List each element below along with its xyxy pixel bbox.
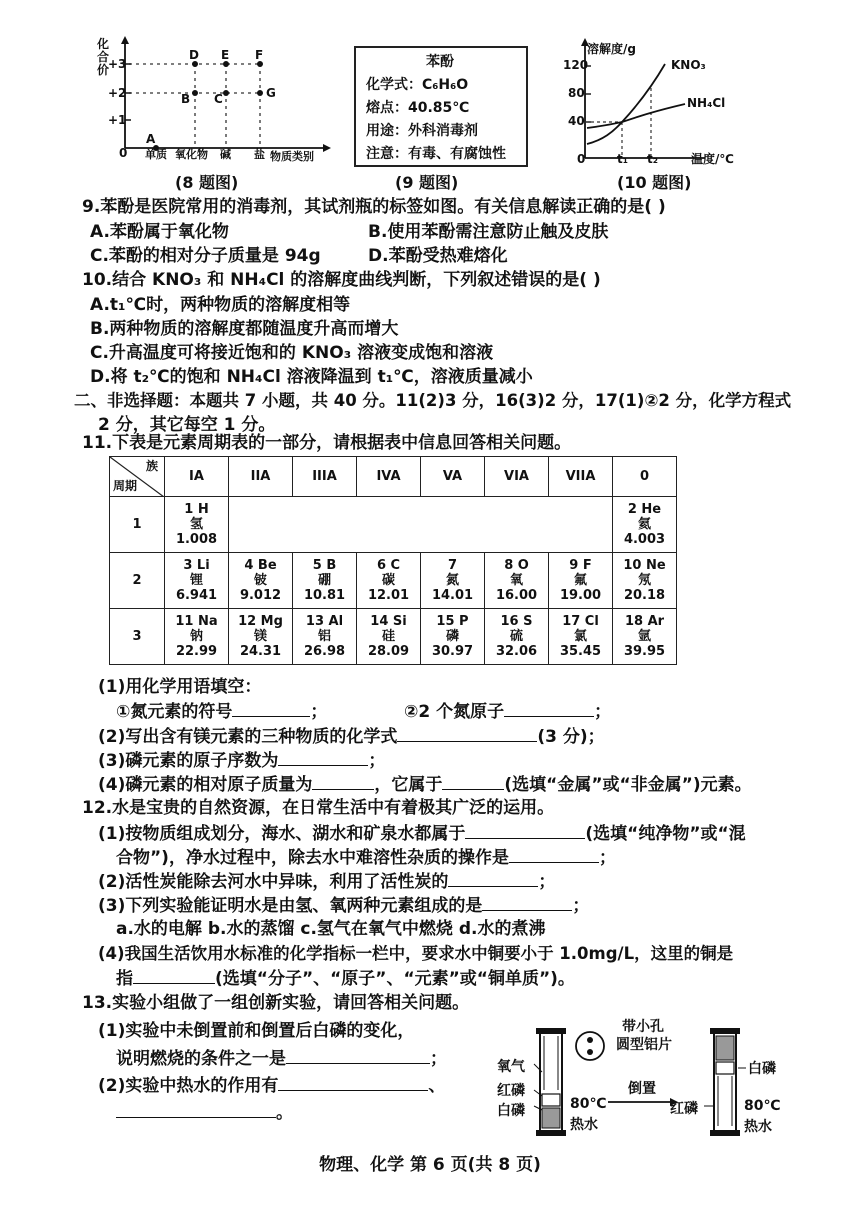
element-name: 铍: [253, 573, 267, 588]
label-80c: 80℃: [570, 1096, 607, 1112]
element-name: 铝: [317, 629, 331, 644]
phenol-label-box: [354, 46, 528, 167]
element-number-symbol: 16 S: [500, 614, 533, 629]
phenol-formula: 化学式：C₆H₆O: [366, 77, 469, 93]
group-header: VIIA: [549, 457, 613, 497]
q12-part4c: (选填“分子”、“原子”、“元素”或“铜单质”)。: [215, 969, 575, 989]
answer-blank[interactable]: [397, 725, 537, 742]
group-header: IIIA: [293, 457, 357, 497]
fig8-xlabel: 物质类别: [270, 150, 314, 163]
q12-part1-cont: 合物”)，净水过程中，除去水中难溶性杂质的操作是 ；: [116, 848, 616, 868]
q11-part4c: (选填“金属”或“非金属”)元素。: [504, 775, 752, 795]
q11-part1: (1)用化学用语填空：: [98, 677, 262, 697]
element-mass: 24.31: [239, 644, 282, 659]
fig8-ylabel: 化合价: [97, 37, 110, 77]
element-number-symbol: 9 F: [569, 558, 592, 573]
group-header: IIA: [229, 457, 293, 497]
fig10-ytick-120: 120: [563, 58, 589, 72]
q11-part4a: (4)磷元素的相对原子质量为: [98, 775, 313, 795]
element-number-symbol: 17 Cl: [562, 614, 599, 629]
element-number-symbol: 14 Si: [370, 614, 407, 629]
q12-part1c: 合物”)，净水过程中，除去水中难溶性杂质的操作是: [116, 848, 509, 868]
q10-option-c: C.升高温度可将接近饱和的 KNO₃ 溶液变成饱和溶液: [90, 343, 494, 363]
element-number-symbol: 8 O: [504, 558, 529, 573]
fig8-ytick-1: +1: [108, 113, 127, 127]
q12-part1a: (1)按物质组成划分，海水、湖水和矿泉水都属于: [98, 824, 466, 844]
fig8-ytick-3: +3: [108, 57, 127, 71]
answer-blank[interactable]: [465, 822, 585, 839]
element-mass: 1.008: [175, 532, 218, 547]
element-mass: 12.01: [367, 588, 410, 603]
element-cell: [549, 609, 613, 665]
label-hot-water-2: 热水: [744, 1119, 772, 1135]
element-cell: [229, 553, 293, 609]
element-number-symbol: 11 Na: [175, 614, 218, 629]
empty-region: [229, 497, 613, 553]
element-name: 氢: [189, 517, 203, 532]
element-mass: 16.00: [495, 588, 538, 603]
answer-blank[interactable]: [312, 773, 374, 790]
answer-blank[interactable]: [278, 749, 368, 766]
element-number-symbol: 12 Mg: [238, 614, 283, 629]
element-cell: [613, 609, 677, 665]
element-number-symbol: 3 Li: [183, 558, 210, 573]
fig10-caption: (10 题图): [617, 173, 692, 192]
fig10-xtick-t1: t₁: [617, 152, 628, 166]
fig8-label-c: C: [214, 92, 223, 106]
point-b: [192, 90, 198, 96]
label-white-phosphorus: 白磷: [497, 1103, 525, 1119]
point-g: [257, 90, 263, 96]
fig10-ytick-40: 40: [568, 114, 585, 128]
answer-blank[interactable]: [448, 870, 538, 887]
element-mass: 30.97: [431, 644, 474, 659]
element-number-symbol: 4 Be: [244, 558, 277, 573]
q13-part1b: 说明燃烧的条件之一是 ；: [116, 1049, 447, 1069]
fig8-label-f: F: [255, 48, 264, 62]
table-corner: [110, 457, 165, 497]
q11-part1a-text: ①氮元素的符号: [116, 702, 233, 722]
fig8-xtick-element: 单质: [145, 148, 167, 161]
element-name: 氯: [573, 629, 587, 644]
figure-8: [95, 30, 335, 165]
element-number-symbol: 2 He: [627, 502, 662, 517]
q12-part1: [98, 822, 746, 845]
element-mass: 4.003: [623, 532, 666, 547]
q11-part1a: ①氮元素的符号 ；: [116, 702, 328, 722]
page-footer: 物理、化学 第 6 页(共 8 页): [319, 1155, 541, 1175]
phenol-use: 用途：外科消毒剂: [366, 123, 478, 139]
label-hot-water: 热水: [570, 1117, 598, 1133]
element-cell: [293, 553, 357, 609]
q11-part2-text: (2)写出含有镁元素的三种物质的化学式: [98, 727, 398, 747]
element-mass: 10.81: [303, 588, 346, 603]
q9-option-a: A.苯酚属于氧化物: [90, 222, 229, 242]
fig8-xtick-oxide: 氧化物: [175, 148, 208, 161]
label-red-phosphorus: 红磷: [497, 1083, 525, 1099]
element-number-symbol: 10 Ne: [623, 558, 666, 573]
label-white-phosphorus-2: 白磷: [748, 1061, 776, 1077]
q12-part3: (3)下列实验能证明水是由氢、氧两种元素组成的是 ；: [98, 896, 590, 916]
q9-stem: 9.苯酚是医院常用的消毒剂，其试剂瓶的标签如图。有关信息解读正确的是( ): [82, 197, 666, 217]
fig8-label-a: A: [146, 132, 156, 146]
group-header: VA: [421, 457, 485, 497]
q12-part2-text: (2)活性炭能除去河水中异味，利用了活性炭的: [98, 872, 449, 892]
element-number-symbol: 5 B: [312, 558, 337, 573]
answer-blank[interactable]: [442, 773, 504, 790]
fig10-series-kno3: KNO₃: [671, 58, 706, 72]
label-invert: 倒置: [628, 1081, 656, 1097]
q11-part2-tail: (3 分)；: [537, 727, 605, 747]
element-mass: 35.45: [559, 644, 602, 659]
element-number-symbol: 18 Ar: [624, 614, 665, 629]
q9-option-d: D.苯酚受热难熔化: [368, 246, 508, 266]
answer-blank[interactable]: [482, 894, 572, 911]
fig8-origin: 0: [119, 146, 128, 160]
q11-part4: [98, 773, 752, 796]
q11-part1b: ②2 个氮原子 ；: [404, 702, 612, 722]
answer-blank[interactable]: [278, 1074, 428, 1091]
element-cell: [613, 553, 677, 609]
element-name: 氖: [637, 573, 651, 588]
element-name: 钠: [189, 629, 203, 644]
q12-part4b: 指: [116, 969, 133, 989]
phenol-title: 苯酚: [426, 54, 454, 70]
element-cell: [165, 609, 229, 665]
group-header: IA: [165, 457, 229, 497]
group-header: IVA: [357, 457, 421, 497]
fig8-label-b: B: [181, 92, 191, 106]
label-foil-1: 带小孔: [622, 1019, 664, 1035]
q12-part3-options: a.水的电解 b.水的蒸馏 c.氢气在氧气中燃烧 d.水的煮沸: [116, 919, 546, 939]
answer-blank[interactable]: [286, 1047, 430, 1064]
label-foil-2: 圆型铝片: [616, 1037, 672, 1053]
phenol-note: 注意：有毒、有腐蚀性: [366, 146, 506, 162]
fig8-label-e: E: [221, 48, 230, 62]
q13-part2-text: (2)实验中热水的作用有: [98, 1076, 279, 1096]
element-name: 镁: [253, 629, 267, 644]
kno3-curve: [587, 64, 665, 144]
element-mass: 32.06: [495, 644, 538, 659]
q13-stem: 13.实验小组做了一组创新实验，请回答相关问题。: [82, 993, 470, 1013]
element-cell: [549, 553, 613, 609]
element-name: 锂: [189, 573, 203, 588]
q11-part4b: ，它属于: [374, 775, 443, 795]
element-mass: 26.98: [303, 644, 346, 659]
section2-line1: 二、非选择题：本题共 7 小题，共 40 分。11(2)3 分，16(3)2 分，17(1)②2 分，化学方程式: [74, 391, 792, 410]
q13-part1a: (1)实验中未倒置前和倒置后白磷的变化，: [98, 1021, 415, 1041]
element-name: 硅: [381, 629, 395, 644]
q12-part2: (2)活性炭能除去河水中异味，利用了活性炭的 ；: [98, 872, 556, 892]
answer-blank[interactable]: [232, 700, 310, 717]
fig8-label-g: G: [266, 86, 276, 100]
element-number-symbol: 7: [447, 558, 458, 573]
period-label: 3: [110, 609, 165, 665]
q12-part1b: (选填“纯净物”或“混: [585, 824, 746, 844]
element-number-symbol: 15 P: [436, 614, 469, 629]
q10-option-a: A.t₁℃时，两种物质的溶解度相等: [90, 295, 351, 315]
q13-part2: (2)实验中热水的作用有 、: [98, 1076, 446, 1096]
fig10-series-nh4cl: NH₄Cl: [687, 96, 726, 110]
q9-option-c: C.苯酚的相对分子质量是 94g: [90, 246, 321, 266]
q11-part3: (3)磷元素的原子序数为 ；: [98, 751, 386, 771]
point-c: [223, 90, 229, 96]
fig8-ytick-2: +2: [108, 86, 127, 100]
fig10-origin: 0: [577, 152, 586, 166]
fig8-caption: (8 题图): [175, 173, 239, 192]
group-header: VIA: [485, 457, 549, 497]
element-cell: [421, 609, 485, 665]
fig8-xtick-base: 碱: [220, 148, 231, 161]
q11-part2: [98, 725, 605, 748]
q12-part4-cont: [116, 967, 575, 990]
element-name: 碳: [381, 573, 395, 588]
q10-option-b: B.两种物质的溶解度都随温度升高而增大: [90, 319, 399, 339]
section2-line2: 2 分，其它每空 1 分。: [98, 415, 276, 435]
q10-stem: 10.结合 KNO₃ 和 NH₄Cl 的溶解度曲线判断，下列叙述错误的是( ): [82, 270, 601, 290]
answer-blank[interactable]: [133, 967, 215, 984]
element-name: 氧: [509, 573, 523, 588]
element-number-symbol: 1 H: [184, 502, 209, 517]
fig10-xlabel: 温度/℃: [691, 152, 734, 166]
q11-part3-text: (3)磷元素的原子序数为: [98, 751, 279, 771]
corner-period-label: 周期: [113, 479, 138, 493]
period-label: 1: [110, 497, 165, 553]
corner-group-label: 族: [145, 459, 158, 473]
q13-part2-cont: 。: [116, 1101, 293, 1124]
q10-option-d: D.将 t₂℃的饱和 NH₄Cl 溶液降温到 t₁℃，溶液质量减小: [90, 367, 533, 387]
fig9-caption: (9 题图): [395, 173, 459, 192]
answer-blank[interactable]: [116, 1101, 276, 1118]
element-cell: [485, 609, 549, 665]
element-mass: 20.18: [623, 588, 666, 603]
element-mass: 19.00: [559, 588, 602, 603]
element-cell: [613, 497, 677, 553]
label-oxygen: 氧气: [497, 1059, 525, 1075]
element-name: 硼: [317, 573, 331, 588]
q11-part1b-text: ②2 个氮原子: [404, 702, 505, 722]
element-cell: [357, 609, 421, 665]
element-cell: [165, 497, 229, 553]
element-number-symbol: 13 Al: [305, 614, 344, 629]
element-cell: [357, 553, 421, 609]
element-name: 硫: [509, 629, 523, 644]
element-name: 氟: [573, 573, 587, 588]
fig8-xtick-salt: 盐: [254, 148, 265, 161]
q12-part3-text: (3)下列实验能证明水是由氢、氧两种元素组成的是: [98, 896, 483, 916]
fig8-label-d: D: [189, 48, 199, 62]
answer-blank[interactable]: [504, 700, 594, 717]
element-number-symbol: 6 C: [376, 558, 401, 573]
element-mass: 6.941: [175, 588, 218, 603]
q9-option-b: B.使用苯酚需注意防止触及皮肤: [368, 222, 609, 242]
fig10-ytick-80: 80: [568, 86, 585, 100]
element-cell: [293, 609, 357, 665]
fig10-xtick-t2: t₂: [647, 152, 658, 166]
period-label: 2: [110, 553, 165, 609]
experiment-figure: [492, 1012, 802, 1142]
group-header: 0: [613, 457, 677, 497]
element-name: 氮: [445, 573, 459, 588]
element-mass: 9.012: [239, 588, 282, 603]
element-cell: [229, 609, 293, 665]
answer-blank[interactable]: [509, 846, 599, 863]
element-mass: 22.99: [175, 644, 218, 659]
element-name: 氦: [637, 517, 651, 532]
periodic-table: [109, 456, 677, 665]
q13-part1b-text: 说明燃烧的条件之一是: [116, 1049, 286, 1069]
nh4cl-curve: [587, 104, 685, 128]
q12-stem: 12.水是宝贵的自然资源，在日常生活中有着极其广泛的运用。: [82, 798, 555, 818]
element-name: 磷: [445, 629, 459, 644]
element-cell: [485, 553, 549, 609]
q11-stem: 11.下表是元素周期表的一部分，请根据表中信息回答相关问题。: [82, 433, 572, 453]
element-name: 氩: [637, 629, 651, 644]
element-cell: [165, 553, 229, 609]
element-mass: 14.01: [431, 588, 474, 603]
q12-part4: (4)我国生活饮用水标准的化学指标一栏中，要求水中铜要小于 1.0mg/L，这里的铜是: [98, 944, 734, 963]
phenol-melting-point: 熔点：40.85℃: [366, 100, 470, 116]
element-mass: 39.95: [623, 644, 666, 659]
fig10-ylabel: 溶解度/g: [587, 42, 636, 56]
label-80c-2: 80℃: [744, 1098, 781, 1114]
element-mass: 28.09: [367, 644, 410, 659]
element-cell: [421, 553, 485, 609]
figure-10: [555, 36, 755, 171]
label-red-phosphorus-2: 红磷: [670, 1101, 698, 1117]
